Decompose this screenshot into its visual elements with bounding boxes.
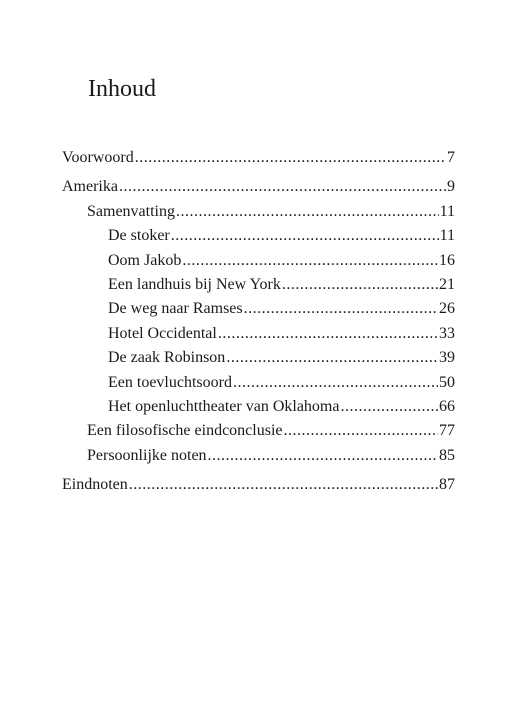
toc-dot-leader <box>282 273 438 297</box>
toc-dot-leader <box>119 175 446 199</box>
toc-page-number: 33 <box>439 324 455 342</box>
toc-entry[interactable] <box>62 322 455 346</box>
toc-entry[interactable] <box>62 297 455 321</box>
toc-page-number: 16 <box>439 251 455 269</box>
toc-entry[interactable] <box>62 249 455 273</box>
toc-page-number: 11 <box>439 227 455 245</box>
toc-entry[interactable] <box>62 444 455 468</box>
toc-dot-leader <box>284 419 439 443</box>
toc-page-number: 39 <box>439 349 455 367</box>
toc-entry[interactable] <box>62 175 455 199</box>
toc-entry-label: Het openluchttheater van Oklahoma <box>108 397 340 415</box>
toc-dot-leader <box>233 371 438 395</box>
toc-page-number: 50 <box>439 373 455 391</box>
toc-entry-label: De weg naar Ramses <box>108 300 243 318</box>
toc-dot-leader <box>129 473 438 497</box>
toc-page-number: 87 <box>439 476 455 494</box>
toc-entry-label: Een landhuis bij New York <box>108 275 281 293</box>
table-of-contents <box>62 146 455 497</box>
toc-entry-label: Hotel Occidental <box>108 324 217 342</box>
toc-entry[interactable] <box>62 419 455 443</box>
page-title: Inhoud <box>88 76 156 102</box>
toc-entry[interactable] <box>62 371 455 395</box>
toc-entry-label: Samenvatting <box>87 202 175 220</box>
toc-dot-leader <box>226 346 438 370</box>
toc-page-number: 85 <box>439 446 455 464</box>
toc-page-number: 7 <box>447 149 455 166</box>
toc-page-number: 66 <box>439 397 455 415</box>
toc-entry-label: Een filosofische eindconclusie <box>87 422 283 440</box>
toc-dot-leader <box>171 224 439 248</box>
toc-entry[interactable] <box>62 473 455 497</box>
toc-entry[interactable] <box>62 224 455 248</box>
toc-entry-label: Een toevluchtsoord <box>108 373 232 391</box>
toc-entry[interactable] <box>62 146 455 170</box>
toc-dot-leader <box>176 200 439 224</box>
toc-dot-leader <box>340 395 438 419</box>
toc-entry-label: Persoonlijke noten <box>87 446 207 464</box>
toc-page-number: 9 <box>447 178 455 196</box>
toc-entry[interactable] <box>62 273 455 297</box>
toc-entry[interactable] <box>62 395 455 419</box>
toc-entry[interactable] <box>62 346 455 370</box>
toc-page-number: 21 <box>439 275 455 293</box>
toc-entry-label: Voorwoord <box>62 149 134 166</box>
toc-entry-label: Oom Jakob <box>108 251 182 269</box>
toc-page-number: 11 <box>439 202 455 220</box>
toc-page-number: 26 <box>439 300 455 318</box>
toc-dot-leader <box>244 297 438 321</box>
toc-entry-label: De zaak Robinson <box>108 349 226 367</box>
toc-page-number: 77 <box>439 422 455 440</box>
toc-entry-label: De stoker <box>108 227 170 245</box>
toc-entry-label: Amerika <box>62 178 118 196</box>
toc-dot-leader <box>135 146 446 170</box>
toc-dot-leader <box>182 249 438 273</box>
toc-entry[interactable] <box>62 200 455 224</box>
toc-entry-label: Eindnoten <box>62 476 128 494</box>
toc-dot-leader <box>218 322 438 346</box>
toc-dot-leader <box>208 444 438 468</box>
